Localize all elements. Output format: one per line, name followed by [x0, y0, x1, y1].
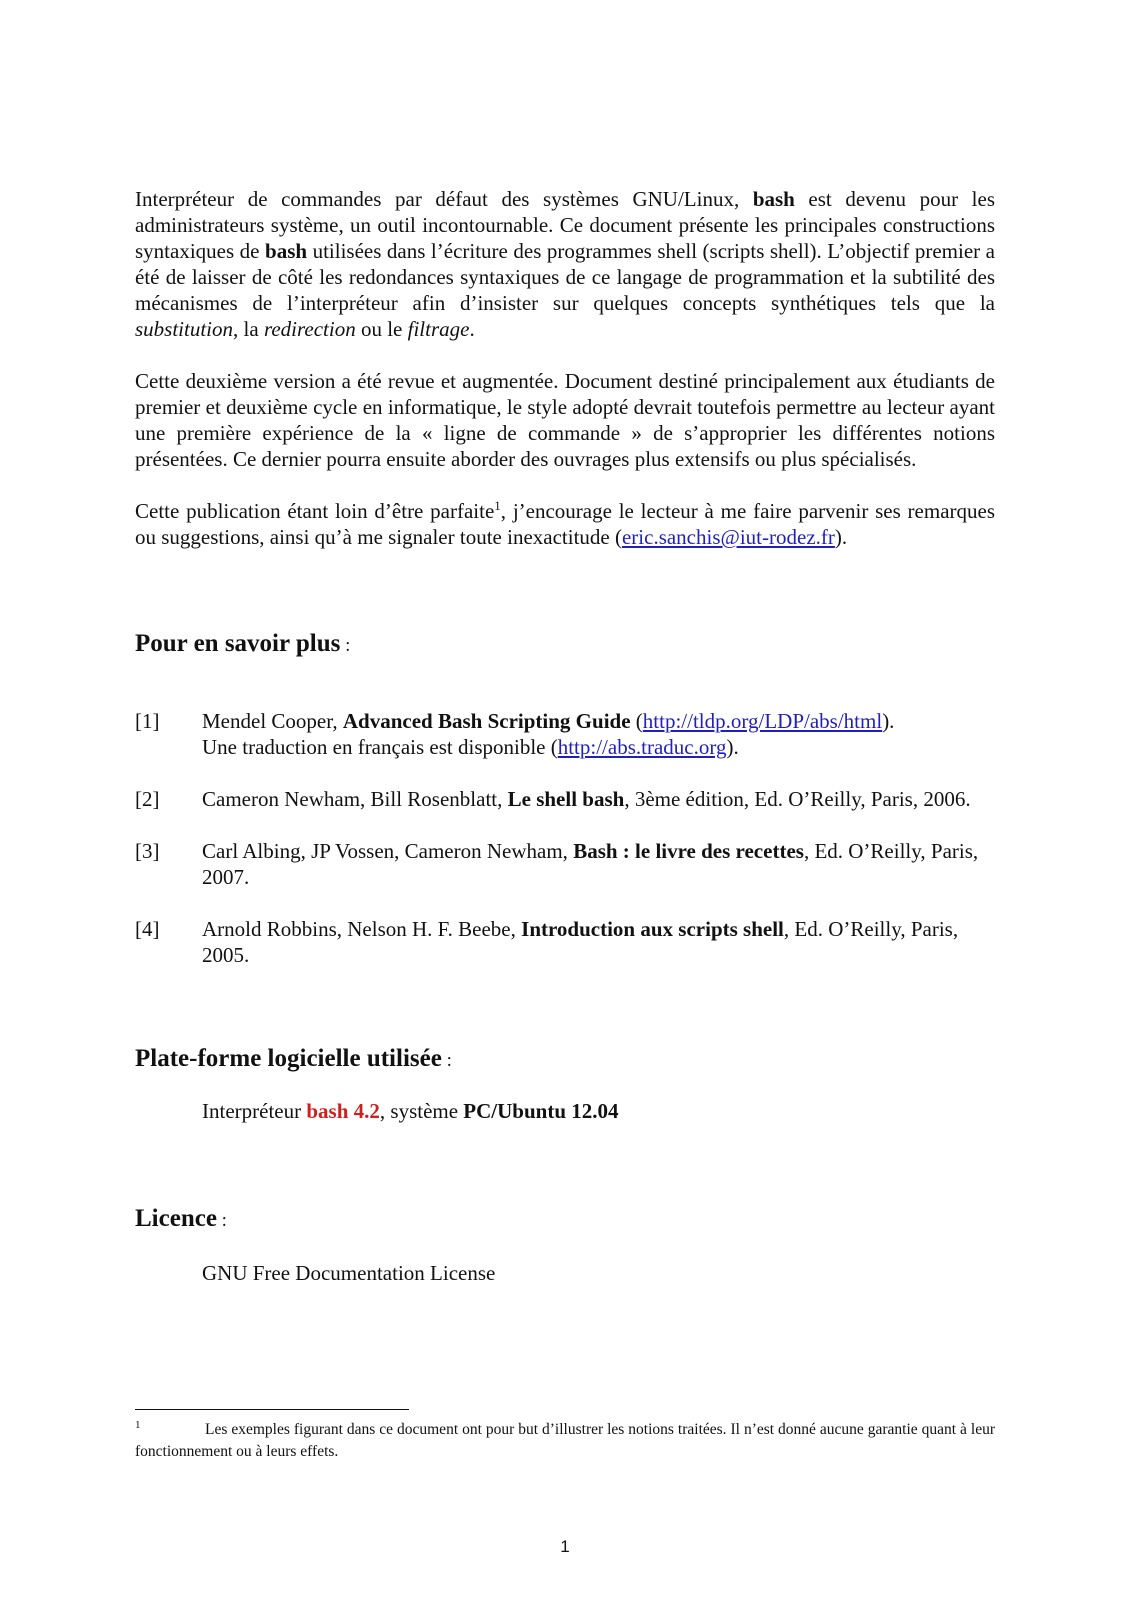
intro-text: ). [834, 525, 848, 549]
reference-punct: ). [726, 735, 739, 759]
heading-colon: : [216, 1210, 227, 1231]
platform-heading [135, 1044, 995, 1076]
reference-title: Bash : le livre des recettes [573, 839, 804, 863]
reference-item [135, 786, 995, 812]
emphasis-filtrage: filtrage [407, 317, 470, 341]
reference-text [202, 708, 995, 760]
reference-item [135, 838, 995, 890]
intro-text: est devenu pour les administrateurs système, un outil incontournable. Ce document présente les principales constructions syntaxiques de [135, 187, 995, 263]
intro-text: utilisées dans l’écriture des programmes shell (scripts shell). L’objectif premier a été de laisser de côté les redondances syntaxiques de ce langage de programmation et la subtilité des mécanismes de l’interpréteur afin d’insister sur quelques concepts synthétiques tels que la [135, 239, 995, 315]
reference-link[interactable]: http://tldp.org/LDP/abs/html [642, 709, 883, 733]
bash-term: bash [752, 187, 795, 211]
reference-text [202, 838, 995, 890]
reference-rest: , 3ème édition, Ed. O’Reilly, Paris, 2006. [624, 787, 971, 811]
references-heading-text: Pour en savoir plus [135, 630, 341, 657]
reference-text [202, 786, 995, 812]
intro-text: ou le [355, 317, 408, 341]
reference-text [202, 916, 995, 968]
emphasis-substitution: substitution [135, 317, 234, 341]
reference-title: Le shell bash [507, 787, 625, 811]
intro-paragraph-1 [135, 186, 995, 342]
intro-paragraph-2: Cette deuxième version a été revue et augmentée. Document destiné principalement aux étudiants de premier et deuxième cycle en informatique, le style adopté devrait toutefois permettre au lecteur ayant une première expérience de la « ligne de commande » de s’approprier les différentes notions présentées. Ce dernier pourra ensuite aborder des ouvrages plus extensifs ou plus spécialisés. [135, 369, 995, 471]
platform-text: Interpréteur [202, 1099, 307, 1123]
reference-authors: Carl Albing, JP Vossen, Cameron Newham, [202, 839, 574, 863]
reference-number: [2] [135, 787, 160, 811]
intro-text: Cette publication étant loin d’être parfaite [135, 499, 495, 523]
reference-number: [3] [135, 839, 160, 863]
platform-description [135, 1098, 995, 1124]
email-link[interactable]: eric.sanchis@iut-rodez.fr [621, 525, 835, 549]
emphasis-redirection: redirection [263, 317, 356, 341]
bash-term: bash [265, 239, 308, 263]
platform-heading-text: Plate-forme logicielle utilisée [135, 1045, 442, 1072]
license-heading-text: Licence [135, 1205, 217, 1232]
footnote-separator [135, 1409, 409, 1410]
system-name: PC/Ubuntu 12.04 [463, 1099, 619, 1123]
reference-title: Introduction aux scripts shell [521, 917, 784, 941]
footnote: 1 Les exemples figurant dans ce document ont pour but d’illustrer les notions traitées. Il n’est donné aucune garantie quant à leur fonctionnement ou à leurs effets. [135, 1418, 995, 1460]
license-text: GNU Free Documentation License [202, 1261, 496, 1285]
reference-punct: ). [882, 709, 895, 733]
page-content [135, 186, 995, 1286]
reference-title: Advanced Bash Scripting Guide [342, 709, 631, 733]
platform-text: , système [379, 1099, 464, 1123]
reference-rest: , Ed. O’Reilly, Paris, 2007. [202, 839, 979, 889]
footnote-text: Les exemples figurant dans ce document ont pour but d’illustrer les notions traitées. Il n’est donné aucune garantie quant à leur fonctionnement ou à leurs effets. [135, 1421, 995, 1460]
heading-colon: : [441, 1050, 452, 1071]
references-heading [135, 629, 995, 661]
reference-punct: ( [630, 709, 643, 733]
intro-text: , la [233, 317, 264, 341]
intro-text: Interpréteur de commandes par défaut des systèmes GNU/Linux, [135, 187, 753, 211]
reference-rest: , Ed. O’Reilly, Paris, 2005. [202, 917, 959, 967]
reference-item [135, 708, 995, 760]
intro-paragraph-3 [135, 498, 995, 550]
intro-text: . [469, 317, 475, 341]
footnote-reference[interactable]: 1 [494, 498, 501, 513]
intro-text: , j’encourage le lecteur à me faire parvenir ses remarques ou suggestions, ainsi qu’à me signaler toute inexactitude ( [135, 499, 995, 549]
reference-number: [1] [135, 709, 160, 733]
reference-note: Une traduction en français est disponible ( [202, 735, 558, 759]
reference-authors: Mendel Cooper, [202, 709, 343, 733]
bash-version: bash 4.2 [306, 1099, 380, 1123]
reference-number: [4] [135, 917, 160, 941]
reference-authors: Arnold Robbins, Nelson H. F. Beebe, [202, 917, 522, 941]
reference-authors: Cameron Newham, Bill Rosenblatt, [202, 787, 508, 811]
page-number: 1 [560, 1537, 570, 1556]
heading-colon: : [340, 635, 351, 656]
reference-link[interactable]: http://abs.traduc.org [557, 735, 727, 759]
reference-item [135, 916, 995, 968]
license-heading [135, 1204, 995, 1236]
